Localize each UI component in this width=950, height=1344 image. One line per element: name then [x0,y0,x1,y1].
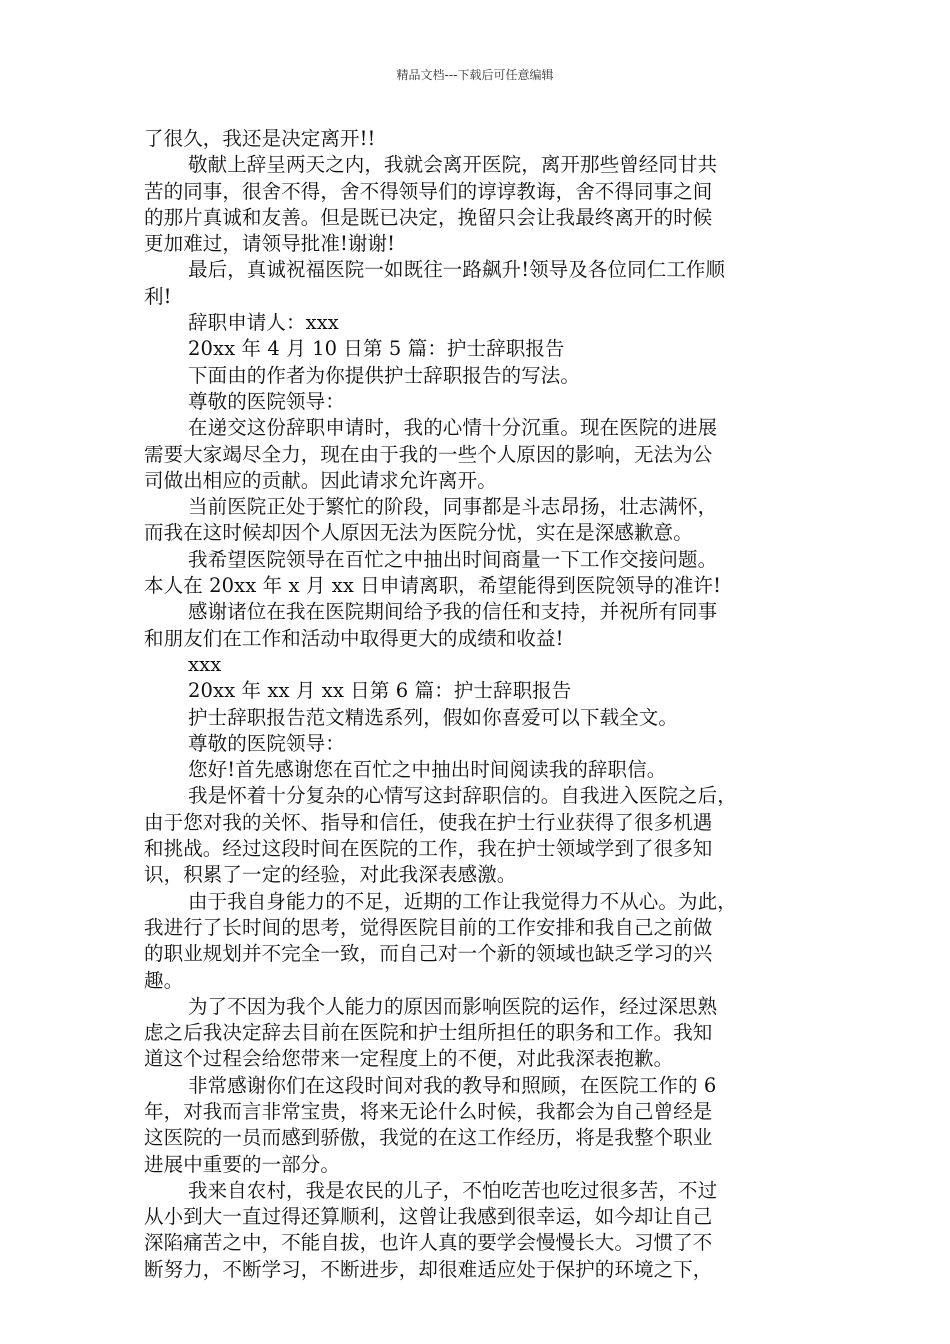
text-line: 深陷痛苦之中，不能自拔，也许人真的要学会慢慢长大。习惯了不 [144,1231,713,1255]
text-line: 非常感谢你们在这段时间对我的教导和照顾，在医院工作的 6 [188,1073,717,1097]
text-line: 本人在 20xx 年 x 月 xx 日申请离职，希望能得到医院领导的准许! [144,574,722,598]
text-line: 我进行了长时间的思考，觉得医院目前的工作安排和我自己之前做 [144,915,713,939]
text-line: 辞职申请人：xxx [188,311,339,335]
text-line: 进展中重要的一部分。 [144,1152,341,1176]
text-line: 苦的同事，很舍不得，舍不得领导们的谆谆教诲，舍不得同事之间 [144,179,713,203]
text-line: 感谢诸位在我在医院期间给予我的信任和支持，并祝所有同事 [188,600,718,624]
text-line: 从小到大一直过得还算顺利，这曾让我感到很幸运，如今却让自己 [144,1205,713,1229]
text-line: 下面由的作者为你提供护士辞职报告的写法。 [188,363,581,387]
text-line: 识，积累了一定的经验，对此我深表感激。 [144,863,517,887]
text-line: 护士辞职报告范文精选系列，假如你喜爱可以下载全文。 [188,705,679,729]
text-line: 断努力，不断学习，不断进步，却很难适应处于保护的环境之下， [144,1257,713,1281]
text-line: 20xx 年 4 月 10 日第 5 篇：护士辞职报告 [188,337,565,361]
text-line: 尊敬的医院领导： [188,731,345,755]
text-line: 您好!首先感谢您在百忙之中抽出时间阅读我的辞职信。 [188,758,667,782]
text-line: 由于您对我的关怀、指导和信任，使我在护士行业获得了很多机遇 [144,810,713,834]
text-line: 趣。 [144,968,184,992]
text-line: 利! [144,284,172,308]
text-line: 尊敬的医院领导： [188,389,345,413]
text-line: 道这个过程会给您带来一定程度上的不便，对此我深表抱歉。 [144,1047,674,1071]
text-line: 需要大家竭尽全力，现在由于我的一些个人原因的影响，无法为公 [144,442,713,466]
text-line: 年，对我而言非常宝贵，将来无论什么时候，我都会为自己曾经是 [144,1099,713,1123]
text-line: 这医院的一员而感到骄傲，我觉的在这工作经历，将是我整个职业 [144,1126,713,1150]
text-line: 为了不因为我个人能力的原因而影响医院的运作，经过深思熟 [188,994,718,1018]
text-line: 虑之后我决定辞去目前在医院和护士组所担任的职务和工作。我知 [144,1021,713,1045]
text-line: 我来自农村，我是农民的儿子，不怕吃苦也吃过很多苦，不过 [188,1178,718,1202]
text-line: 在递交这份辞职申请时，我的心情十分沉重。现在医院的进展 [188,416,718,440]
text-line: 20xx 年 xx 月 xx 日第 6 篇：护士辞职报告 [188,679,572,703]
text-line: 了很久，我还是决定离开!! [144,127,376,150]
text-line: 我是怀着十分复杂的心情写这封辞职信的。自我进入医院之后， [188,784,737,808]
text-line: 的职业规划并不完全一致，而自己对一个新的领域也缺乏学习的兴 [144,942,713,966]
text-line: 我希望医院领导在百忙之中抽出时间商量一下工作交接问题。 [188,547,718,571]
page-header: 精品文档---下载后可任意编辑 [396,68,554,82]
text-line: 最后，真诚祝福医院一如既往一路飙升!领导及各位同仁工作顺 [188,258,726,282]
text-line: 和朋友们在工作和活动中取得更大的成绩和收益! [144,626,564,650]
text-line: 敬献上辞呈两天之内，我就会离开医院，离开那些曾经同甘共 [188,153,718,177]
text-line: 而我在这时候却因个人原因无法为医院分忧，实在是深感歉意。 [144,521,693,545]
text-line: xxx [188,652,222,676]
document-body [144,126,812,1283]
text-line: 更加难过，请领导批准!谢谢! [144,232,396,256]
text-line: 和挑战。经过这段时间在医院的工作，我在护士领域学到了很多知 [144,837,713,861]
text-line: 当前医院正处于繁忙的阶段，同事都是斗志昂扬，壮志满怀， [188,495,718,519]
text-line: 的那片真诚和友善。但是既已决定，挽留只会让我最终离开的时候 [144,205,713,229]
text-line: 司做出相应的贡献。因此请求允许离开。 [144,468,497,492]
text-line: 由于我自身能力的不足，近期的工作让我觉得力不从心。为此， [188,889,737,913]
